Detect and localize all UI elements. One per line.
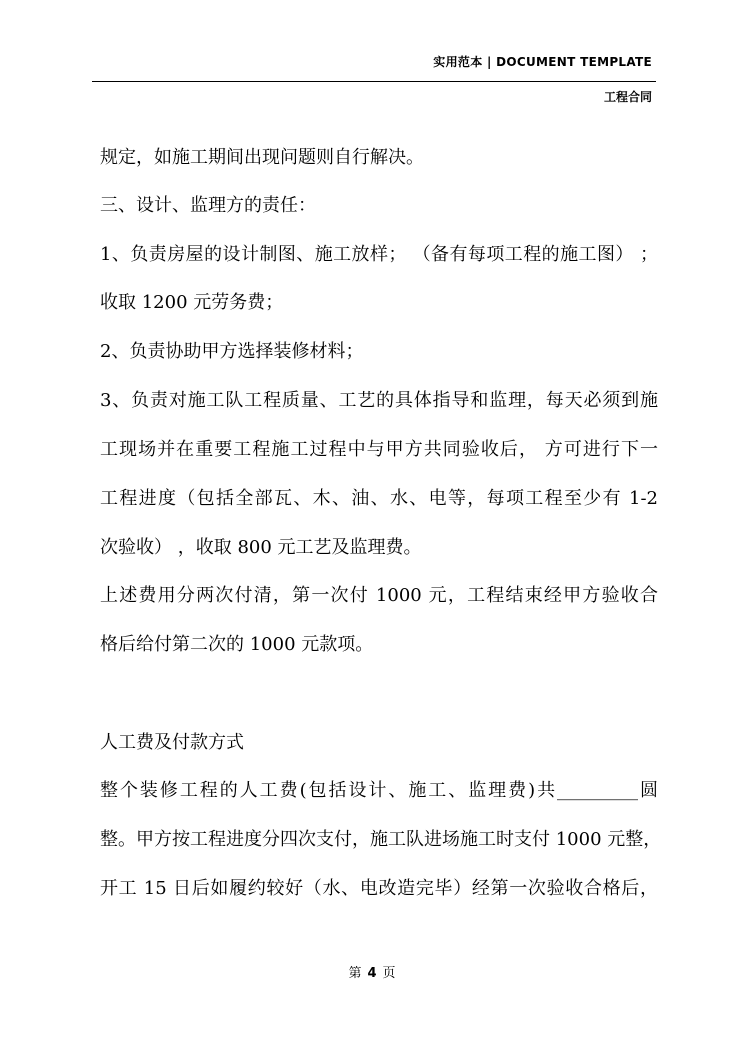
body-line: 整。甲方按工程进度分四次支付，施工队进场施工时支付 1000 元整，	[100, 829, 662, 850]
body-line: 整个装修工程的人工费(包括设计、施工、监理费)共_________圆	[100, 780, 658, 801]
body-line: 工现场并在重要工程施工过程中与甲方共同验收后， 方可进行下一	[100, 439, 658, 460]
body-line: 收取 1200 元劳务费；	[100, 292, 284, 313]
header-divider	[92, 81, 656, 82]
footer-suffix: 页	[382, 966, 396, 981]
body-line: 1、负责房屋的设计制图、施工放样； （备有每项工程的施工图） ；	[100, 244, 658, 265]
section-heading: 三、设计、监理方的责任：	[100, 195, 316, 216]
page-footer	[0, 962, 744, 981]
body-line: 2、负责协助甲方选择装修材料；	[100, 341, 364, 362]
header-title: 实用范本 | DOCUMENT TEMPLATE	[433, 55, 652, 69]
body-line: 格后给付第二次的 1000 元款项。	[100, 634, 374, 655]
body-line: 次验收） ，收取 800 元工艺及监理费。	[100, 537, 422, 558]
body-line: 上述费用分两次付清，第一次付 1000 元，工程结束经甲方验收合	[100, 585, 658, 606]
page-number: 4	[367, 966, 377, 981]
body-line: 工程进度（包括全部瓦、木、油、水、电等，每项工程至少有 1-2	[100, 488, 658, 509]
body-line: 开工 15 日后如履约较好（水、电改造完毕）经第一次验收合格后，	[100, 878, 658, 899]
body-line: 3、负责对施工队工程质量、工艺的具体指导和监理，每天必须到施	[100, 390, 658, 411]
section-heading: 人工费及付款方式	[100, 732, 244, 753]
header-subtitle: 工程合同	[603, 90, 652, 104]
body-line: 规定，如施工期间出现问题则自行解决。	[100, 147, 424, 168]
footer-prefix: 第	[348, 966, 362, 981]
